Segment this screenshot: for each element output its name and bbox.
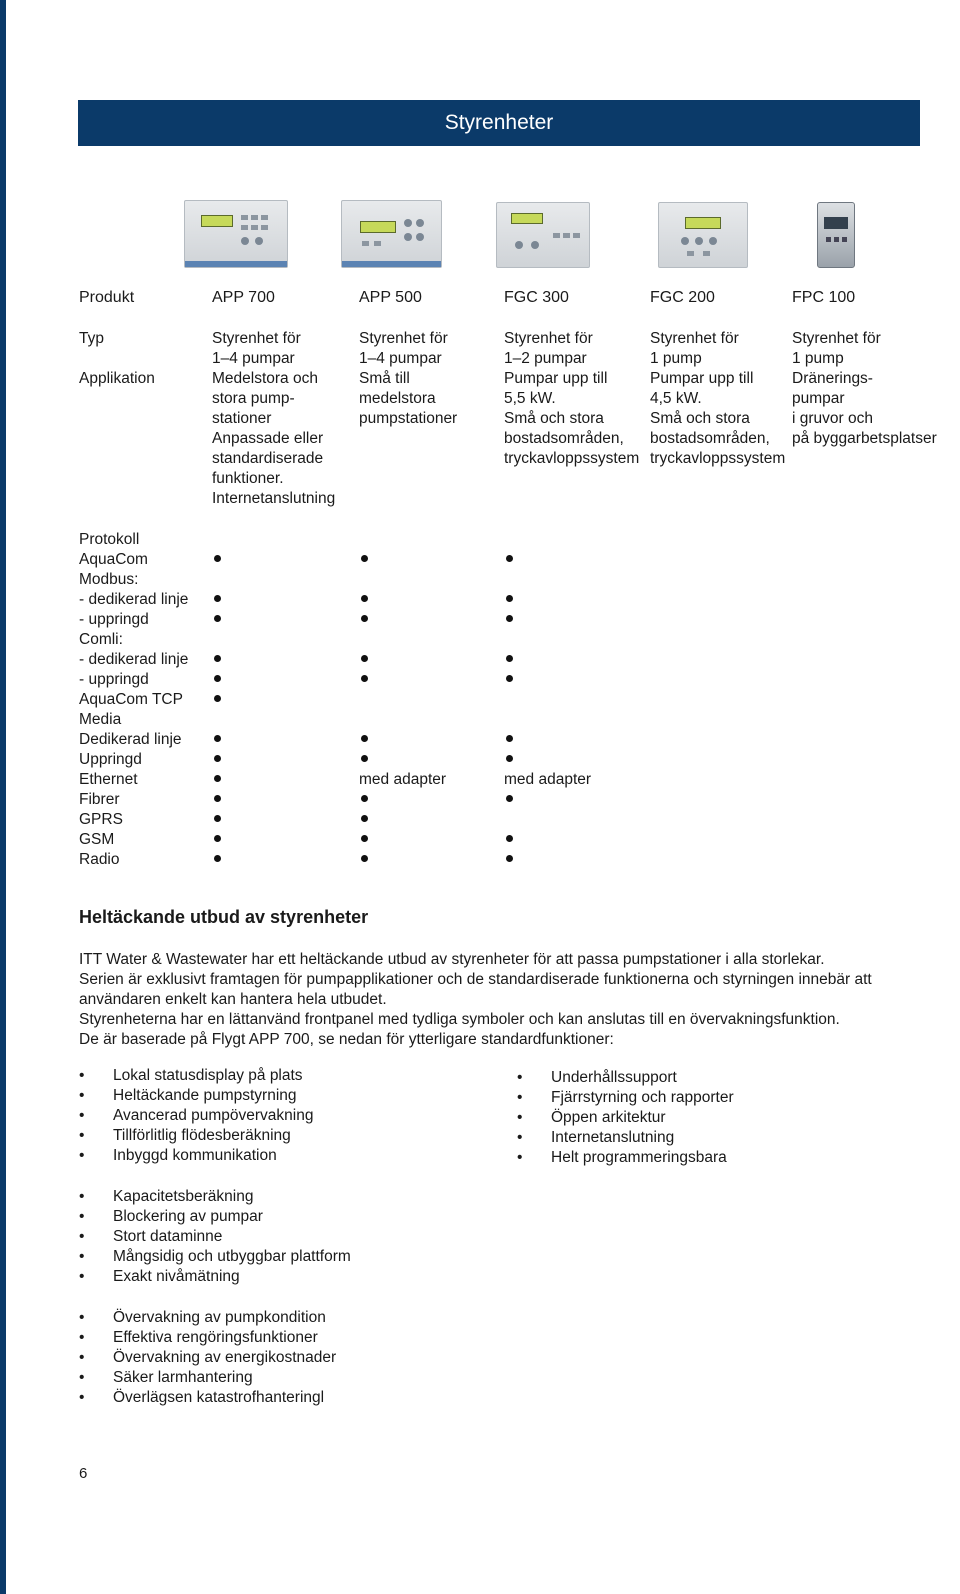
page-edge-bar: [0, 0, 6, 1594]
fgc-200-controller-panel: [658, 202, 748, 268]
product-applikation-line: tryckavloppssystem: [650, 450, 786, 467]
product-applikation-line: Dränerings-: [792, 370, 873, 387]
feature-list-2: [79, 1187, 351, 1287]
list-item: • Helt programmeringsbara: [517, 1148, 734, 1168]
page-number: 6: [79, 1465, 88, 1482]
product-typ-line: Styrenhet för: [650, 330, 739, 347]
product-applikation-line: bostadsområden,: [504, 430, 624, 447]
list-item: • Tillförlitlig flödesberäkning: [79, 1126, 313, 1146]
product-typ-line: 1–2 pumpar: [504, 350, 587, 367]
product-applikation-line: tryckavloppssystem: [504, 450, 640, 467]
product-applikation-line: Pumpar upp till: [504, 370, 608, 387]
support-dot: [214, 855, 221, 862]
feature-row-label: - dedikerad linje: [79, 591, 189, 608]
list-item: • Kapacitetsberäkning: [79, 1187, 351, 1207]
product-applikation-line: i gruvor och: [792, 410, 873, 427]
product-name-fgc-300: FGC 300: [504, 289, 569, 306]
product-applikation-line: 5,5 kW.: [504, 390, 556, 407]
product-applikation-line: standardiserade: [212, 450, 324, 467]
list-item: • Blockering av pumpar: [79, 1207, 351, 1227]
support-note: med adapter: [359, 771, 447, 788]
support-dot: [506, 615, 513, 622]
support-dot: [361, 555, 368, 562]
feature-row-label: Uppringd: [79, 751, 142, 768]
support-dot: [361, 595, 368, 602]
support-dot: [214, 615, 221, 622]
list-item: • Säker larmhantering: [79, 1368, 336, 1388]
support-note: med adapter: [504, 771, 592, 788]
feature-list-right: [517, 1068, 734, 1168]
support-dot: [361, 735, 368, 742]
product-applikation-line: Pumpar upp till: [650, 370, 754, 387]
app-700-controller-panel: [184, 200, 288, 268]
support-dot: [214, 655, 221, 662]
support-dot: [214, 755, 221, 762]
feature-row-label: Dedikerad linje: [79, 731, 182, 748]
feature-row-label: GSM: [79, 831, 115, 848]
support-dot: [506, 855, 513, 862]
label-typ: Typ: [79, 330, 104, 347]
feature-row-label: AquaCom: [79, 551, 148, 568]
list-item: • Avancerad pumpövervakning: [79, 1106, 313, 1126]
product-applikation-line: pumpstationer: [359, 410, 458, 427]
product-typ-line: Styrenhet för: [504, 330, 593, 347]
feature-row-label: Comli:: [79, 631, 123, 648]
feature-row-label: - uppringd: [79, 611, 149, 628]
product-name-fpc-100: FPC 100: [792, 289, 856, 306]
list-item: • Mångsidig och utbyggbar plattform: [79, 1247, 351, 1267]
support-dot: [214, 795, 221, 802]
feature-row-label: - uppringd: [79, 671, 149, 688]
product-applikation-line: medelstora: [359, 390, 436, 407]
paragraph-line: användaren enkelt kan hantera hela utbudet.: [79, 991, 387, 1008]
support-dot: [506, 675, 513, 682]
support-dot: [506, 595, 513, 602]
label-produkt: Produkt: [79, 289, 135, 306]
list-item: • Internetanslutning: [517, 1128, 734, 1148]
list-item: • Övervakning av energikostnader: [79, 1348, 336, 1368]
section-title: Heltäckande utbud av styrenheter: [79, 907, 369, 927]
support-dot: [361, 835, 368, 842]
product-applikation-line: Små och stora: [504, 410, 604, 427]
label-protokoll: Protokoll: [79, 531, 140, 548]
product-typ-line: 1–4 pumpar: [359, 350, 442, 367]
feature-row-label: GPRS: [79, 811, 123, 828]
feature-row-label: Modbus:: [79, 571, 139, 588]
support-dot: [361, 815, 368, 822]
product-name-fgc-200: FGC 200: [650, 289, 715, 306]
support-dot: [214, 675, 221, 682]
feature-list-3: [79, 1308, 336, 1408]
support-dot: [361, 855, 368, 862]
product-applikation-line: på byggarbetsplatser: [792, 430, 937, 447]
support-dot: [214, 695, 221, 702]
product-typ-line: Styrenhet för: [792, 330, 881, 347]
list-item: • Heltäckande pumpstyrning: [79, 1086, 313, 1106]
feature-row-label: AquaCom TCP: [79, 691, 183, 708]
product-applikation-line: pumpar: [792, 390, 845, 407]
support-dot: [214, 835, 221, 842]
label-media: Media: [79, 711, 122, 728]
support-dot: [214, 555, 221, 562]
product-name-app-500: APP 500: [359, 289, 422, 306]
support-dot: [506, 835, 513, 842]
paragraph-line: Styrenheterna har en lättanvänd frontpanel med tydliga symboler och kan anslutas till en övervakningsfunktion.: [79, 1011, 840, 1028]
fgc-300-controller-panel: [496, 202, 590, 268]
list-item: • Underhållssupport: [517, 1068, 734, 1088]
list-item: • Övervakning av pumpkondition: [79, 1308, 336, 1328]
feature-row-label: Ethernet: [79, 771, 138, 788]
feature-row-label: - dedikerad linje: [79, 651, 189, 668]
product-applikation-line: stationer: [212, 410, 272, 427]
product-applikation-line: Anpassade eller: [212, 430, 324, 447]
feature-row-label: Fibrer: [79, 791, 120, 808]
product-applikation-line: Små och stora: [650, 410, 750, 427]
support-dot: [361, 675, 368, 682]
list-item: • Inbyggd kommunikation: [79, 1146, 313, 1166]
list-item: • Exakt nivåmätning: [79, 1267, 351, 1287]
support-dot: [506, 795, 513, 802]
list-item: • Överlägsen katastrofhanteringl: [79, 1388, 336, 1408]
support-dot: [506, 555, 513, 562]
list-item: • Öppen arkitektur: [517, 1108, 734, 1128]
product-applikation-line: Medelstora och: [212, 370, 318, 387]
list-item: • Stort dataminne: [79, 1227, 351, 1247]
product-applikation-line: funktioner.: [212, 470, 284, 487]
product-applikation-line: Internetanslutning: [212, 490, 336, 507]
page-title-banner: [78, 100, 920, 146]
app-500-controller-panel: [341, 200, 442, 268]
product-typ-line: 1 pump: [792, 350, 844, 367]
support-dot: [361, 755, 368, 762]
support-dot: [506, 755, 513, 762]
paragraph-line: De är baserade på Flygt APP 700, se nedan för ytterligare standardfunktioner:: [79, 1031, 614, 1048]
product-applikation-line: bostadsområden,: [650, 430, 770, 447]
section-paragraph: [79, 950, 919, 1050]
product-typ-line: Styrenhet för: [212, 330, 301, 347]
paragraph-line: Serien är exklusivt framtagen för pumpapplikationer och de standardiserade funktionerna och styrningen innebär att: [79, 971, 872, 988]
list-item: • Effektiva rengöringsfunktioner: [79, 1328, 336, 1348]
label-applikation: Applikation: [79, 370, 155, 387]
support-dot: [214, 775, 221, 782]
product-applikation-line: stora pump-: [212, 390, 295, 407]
feature-list-1: [79, 1066, 313, 1166]
product-applikation-line: Små till: [359, 370, 410, 387]
page-title: Styrenheter: [444, 111, 554, 134]
product-typ-line: 1 pump: [650, 350, 702, 367]
support-dot: [214, 815, 221, 822]
list-item: • Fjärrstyrning och rapporter: [517, 1088, 734, 1108]
product-name-app-700: APP 700: [212, 289, 275, 306]
product-applikation-line: 4,5 kW.: [650, 390, 702, 407]
support-dot: [214, 735, 221, 742]
list-item: • Lokal statusdisplay på plats: [79, 1066, 313, 1086]
support-dot: [361, 795, 368, 802]
support-dot: [361, 615, 368, 622]
support-dot: [214, 595, 221, 602]
product-typ-line: Styrenhet för: [359, 330, 448, 347]
support-dot: [361, 655, 368, 662]
support-dot: [506, 655, 513, 662]
feature-row-label: Radio: [79, 851, 120, 868]
support-dot: [506, 735, 513, 742]
fpc-100-din-controller: [817, 202, 855, 268]
paragraph-line: ITT Water & Wastewater har ett heltäckande utbud av styrenheter för att passa pumpstationer i alla storlekar.: [79, 951, 825, 968]
product-typ-line: 1–4 pumpar: [212, 350, 295, 367]
